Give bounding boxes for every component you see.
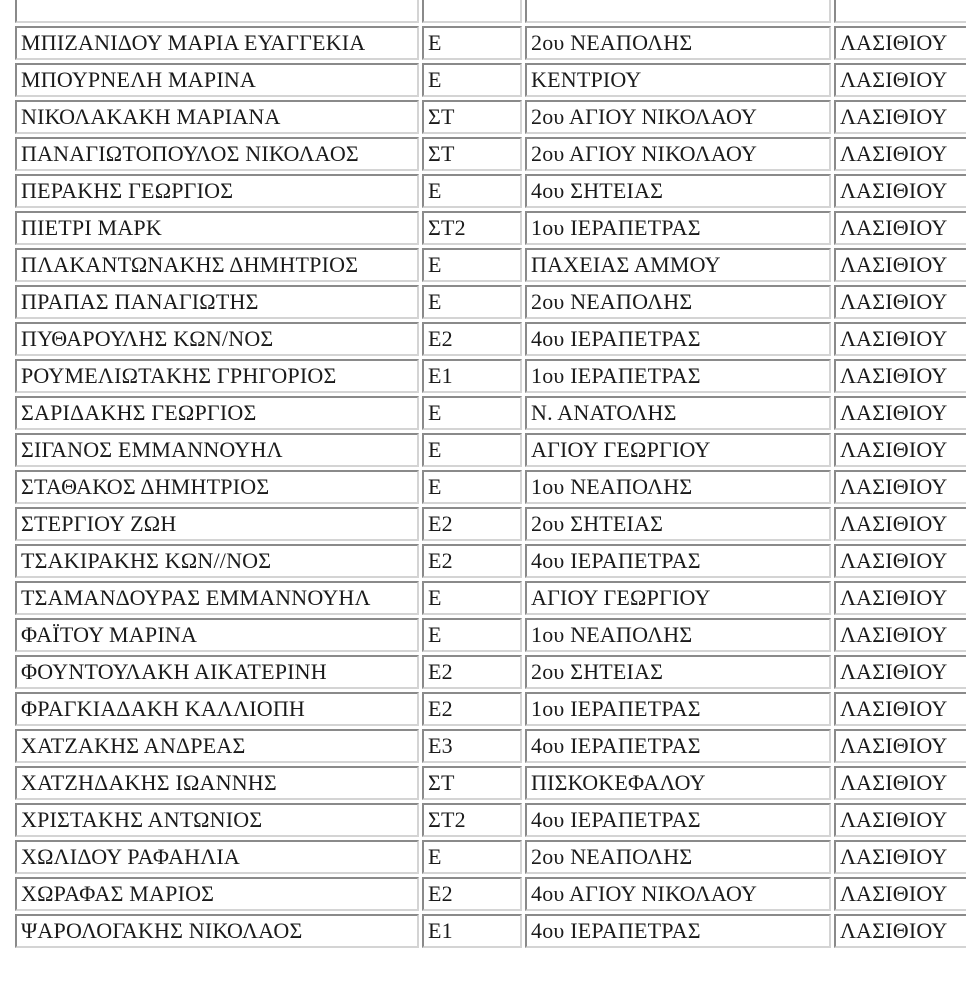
cell-class: Ε: [422, 470, 522, 504]
cell-class: Ε: [422, 63, 522, 97]
table-row: [15, 211, 966, 245]
table-row: [15, 174, 966, 208]
table-row: [15, 248, 966, 282]
cell-class: Ε2: [422, 544, 522, 578]
cell-school: [525, 0, 831, 23]
cell-region: ΛΑΣΙΘΙΟΥ: [834, 877, 966, 911]
cell-region: ΛΑΣΙΘΙΟΥ: [834, 396, 966, 430]
cell-school: Ν. ΑΝΑΤΟΛΗΣ: [525, 396, 831, 430]
cell-school: ΑΓΙΟΥ ΓΕΩΡΓΙΟΥ: [525, 433, 831, 467]
cell-student-name: ΧΑΤΖΑΚΗΣ ΑΝΔΡΕΑΣ: [15, 729, 419, 763]
cell-region: ΛΑΣΙΘΙΟΥ: [834, 248, 966, 282]
cell-student-name: ΠΕΡΑΚΗΣ ΓΕΩΡΓΙΟΣ: [15, 174, 419, 208]
table-row: [15, 914, 966, 948]
table-row: [15, 0, 966, 23]
cell-region: ΛΑΣΙΘΙΟΥ: [834, 803, 966, 837]
table-row: [15, 359, 966, 393]
cell-student-name: ΨΑΡΟΛΟΓΑΚΗΣ ΝΙΚΟΛΑΟΣ: [15, 914, 419, 948]
cell-region: ΛΑΣΙΘΙΟΥ: [834, 26, 966, 60]
cell-student-name: ΣΑΡΙΔΑΚΗΣ ΓΕΩΡΓΙΟΣ: [15, 396, 419, 430]
table-row: [15, 877, 966, 911]
cell-school: 4ου ΙΕΡΑΠΕΤΡΑΣ: [525, 729, 831, 763]
table-row: [15, 766, 966, 800]
cell-class: ΣΤ: [422, 100, 522, 134]
table-row: [15, 544, 966, 578]
cell-region: ΛΑΣΙΘΙΟΥ: [834, 766, 966, 800]
cell-student-name: ΜΠΟΥΡΝΕΛΗ ΜΑΡΙΝΑ: [15, 63, 419, 97]
cell-student-name: ΧΩΛΙΔΟΥ ΡΑΦΑΗΛΙΑ: [15, 840, 419, 874]
cell-student-name: ΦΟΥΝΤΟΥΛΑΚΗ ΑΙΚΑΤΕΡΙΝΗ: [15, 655, 419, 689]
cell-class: Ε: [422, 618, 522, 652]
table-row: [15, 137, 966, 171]
cell-school: 2ου ΑΓΙΟΥ ΝΙΚΟΛΑΟΥ: [525, 137, 831, 171]
cell-school: 2ου ΣΗΤΕΙΑΣ: [525, 507, 831, 541]
cell-school: 4ου ΙΕΡΑΠΕΤΡΑΣ: [525, 544, 831, 578]
cell-class: Ε: [422, 396, 522, 430]
table-row: [15, 63, 966, 97]
cell-class: ΣΤ2: [422, 211, 522, 245]
table-row: [15, 803, 966, 837]
cell-school: ΠΙΣΚΟΚΕΦΑΛΟΥ: [525, 766, 831, 800]
cell-region: ΛΑΣΙΘΙΟΥ: [834, 100, 966, 134]
cell-class: ΣΤ: [422, 137, 522, 171]
table-row: [15, 100, 966, 134]
cell-school: 2ου ΝΕΑΠΟΛΗΣ: [525, 285, 831, 319]
table-row: [15, 433, 966, 467]
cell-student-name: ΠΡΑΠΑΣ ΠΑΝΑΓΙΩΤΗΣ: [15, 285, 419, 319]
cell-school: 1ου ΝΕΑΠΟΛΗΣ: [525, 470, 831, 504]
cell-region: ΛΑΣΙΘΙΟΥ: [834, 137, 966, 171]
cell-region: ΛΑΣΙΘΙΟΥ: [834, 729, 966, 763]
cell-region: ΛΑΣΙΘΙΟΥ: [834, 433, 966, 467]
cell-region: ΛΑΣΙΘΙΟΥ: [834, 470, 966, 504]
cell-school: 4ου ΙΕΡΑΠΕΤΡΑΣ: [525, 803, 831, 837]
cell-student-name: ΣΤΕΡΓΙΟΥ ΖΩΗ: [15, 507, 419, 541]
cell-school: 1ου ΝΕΑΠΟΛΗΣ: [525, 618, 831, 652]
cell-class: Ε2: [422, 655, 522, 689]
table-row: [15, 507, 966, 541]
cell-school: 1ου ΙΕΡΑΠΕΤΡΑΣ: [525, 211, 831, 245]
cell-student-name: ΠΙΕΤΡΙ ΜΑΡΚ: [15, 211, 419, 245]
cell-region: ΛΑΣΙΘΙΟΥ: [834, 174, 966, 208]
cell-class: Ε: [422, 433, 522, 467]
cell-class: Ε: [422, 581, 522, 615]
cell-region: [834, 0, 966, 23]
table-row: [15, 729, 966, 763]
table-row: [15, 470, 966, 504]
table-row: [15, 285, 966, 319]
table-row: [15, 840, 966, 874]
cell-class: Ε2: [422, 507, 522, 541]
cell-student-name: ΧΑΤΖΗΔΑΚΗΣ ΙΩΑΝΝΗΣ: [15, 766, 419, 800]
cell-student-name: ΠΥΘΑΡΟΥΛΗΣ ΚΩΝ/ΝΟΣ: [15, 322, 419, 356]
table-row: [15, 618, 966, 652]
cell-school: 4ου ΣΗΤΕΙΑΣ: [525, 174, 831, 208]
cell-region: ΛΑΣΙΘΙΟΥ: [834, 581, 966, 615]
cell-student-name: ΣΙΓΑΝΟΣ ΕΜΜΑΝΝΟΥΗΛ: [15, 433, 419, 467]
cell-student-name: [15, 0, 419, 23]
cell-school: 4ου ΙΕΡΑΠΕΤΡΑΣ: [525, 914, 831, 948]
cell-school: 2ου ΝΕΑΠΟΛΗΣ: [525, 840, 831, 874]
cell-region: ΛΑΣΙΘΙΟΥ: [834, 618, 966, 652]
cell-region: ΛΑΣΙΘΙΟΥ: [834, 507, 966, 541]
cell-region: ΛΑΣΙΘΙΟΥ: [834, 544, 966, 578]
cell-region: ΛΑΣΙΘΙΟΥ: [834, 914, 966, 948]
cell-school: 1ου ΙΕΡΑΠΕΤΡΑΣ: [525, 692, 831, 726]
cell-school: ΑΓΙΟΥ ΓΕΩΡΓΙΟΥ: [525, 581, 831, 615]
cell-class: Ε1: [422, 914, 522, 948]
cell-student-name: ΜΠΙΖΑΝΙΔΟΥ ΜΑΡΙΑ ΕΥΑΓΓΕΚΙΑ: [15, 26, 419, 60]
cell-student-name: ΡΟΥΜΕΛΙΩΤΑΚΗΣ ΓΡΗΓΟΡΙΟΣ: [15, 359, 419, 393]
cell-student-name: ΦΑΪΤΟΥ ΜΑΡΙΝΑ: [15, 618, 419, 652]
cell-school: 4ου ΑΓΙΟΥ ΝΙΚΟΛΑΟΥ: [525, 877, 831, 911]
cell-class: Ε: [422, 285, 522, 319]
cell-school: 2ου ΝΕΑΠΟΛΗΣ: [525, 26, 831, 60]
cell-region: ΛΑΣΙΘΙΟΥ: [834, 322, 966, 356]
cell-school: 2ου ΑΓΙΟΥ ΝΙΚΟΛΑΟΥ: [525, 100, 831, 134]
cell-school: 2ου ΣΗΤΕΙΑΣ: [525, 655, 831, 689]
results-table-container: [12, 0, 966, 951]
cell-region: ΛΑΣΙΘΙΟΥ: [834, 655, 966, 689]
cell-student-name: ΤΣΑΚΙΡΑΚΗΣ ΚΩΝ//ΝΟΣ: [15, 544, 419, 578]
cell-class: Ε2: [422, 877, 522, 911]
cell-class: [422, 0, 522, 23]
table-row: [15, 322, 966, 356]
cell-class: Ε: [422, 840, 522, 874]
cell-student-name: ΧΩΡΑΦΑΣ ΜΑΡΙΟΣ: [15, 877, 419, 911]
cell-region: ΛΑΣΙΘΙΟΥ: [834, 285, 966, 319]
table-row: [15, 26, 966, 60]
table-row: [15, 655, 966, 689]
cell-school: ΠΑΧΕΙΑΣ ΑΜΜΟΥ: [525, 248, 831, 282]
cell-student-name: ΦΡΑΓΚΙΑΔΑΚΗ ΚΑΛΛΙΟΠΗ: [15, 692, 419, 726]
cell-region: ΛΑΣΙΘΙΟΥ: [834, 63, 966, 97]
cell-region: ΛΑΣΙΘΙΟΥ: [834, 692, 966, 726]
cell-class: Ε: [422, 26, 522, 60]
table-row: [15, 396, 966, 430]
cell-class: Ε: [422, 174, 522, 208]
cell-student-name: ΠΑΝΑΓΙΩΤΟΠΟΥΛΟΣ ΝΙΚΟΛΑΟΣ: [15, 137, 419, 171]
cell-class: Ε2: [422, 692, 522, 726]
cell-school: ΚΕΝΤΡΙΟΥ: [525, 63, 831, 97]
cell-class: Ε1: [422, 359, 522, 393]
cell-student-name: ΤΣΑΜΑΝΔΟΥΡΑΣ ΕΜΜΑΝΝΟΥΗΛ: [15, 581, 419, 615]
cell-region: ΛΑΣΙΘΙΟΥ: [834, 840, 966, 874]
cell-student-name: ΧΡΙΣΤΑΚΗΣ ΑΝΤΩΝΙΟΣ: [15, 803, 419, 837]
cell-class: ΣΤ2: [422, 803, 522, 837]
cell-school: 1ου ΙΕΡΑΠΕΤΡΑΣ: [525, 359, 831, 393]
cell-student-name: ΣΤΑΘΑΚΟΣ ΔΗΜΗΤΡΙΟΣ: [15, 470, 419, 504]
cell-student-name: ΠΛΑΚΑΝΤΩΝΑΚΗΣ ΔΗΜΗΤΡΙΟΣ: [15, 248, 419, 282]
cell-class: Ε: [422, 248, 522, 282]
table-row: [15, 692, 966, 726]
cell-class: Ε3: [422, 729, 522, 763]
cell-class: Ε2: [422, 322, 522, 356]
cell-region: ΛΑΣΙΘΙΟΥ: [834, 211, 966, 245]
table-row: [15, 581, 966, 615]
cell-region: ΛΑΣΙΘΙΟΥ: [834, 359, 966, 393]
cell-student-name: ΝΙΚΟΛΑΚΑΚΗ ΜΑΡΙΑΝΑ: [15, 100, 419, 134]
cell-school: 4ου ΙΕΡΑΠΕΤΡΑΣ: [525, 322, 831, 356]
results-table-body: [15, 0, 966, 948]
results-table: [12, 0, 966, 951]
cell-class: ΣΤ: [422, 766, 522, 800]
